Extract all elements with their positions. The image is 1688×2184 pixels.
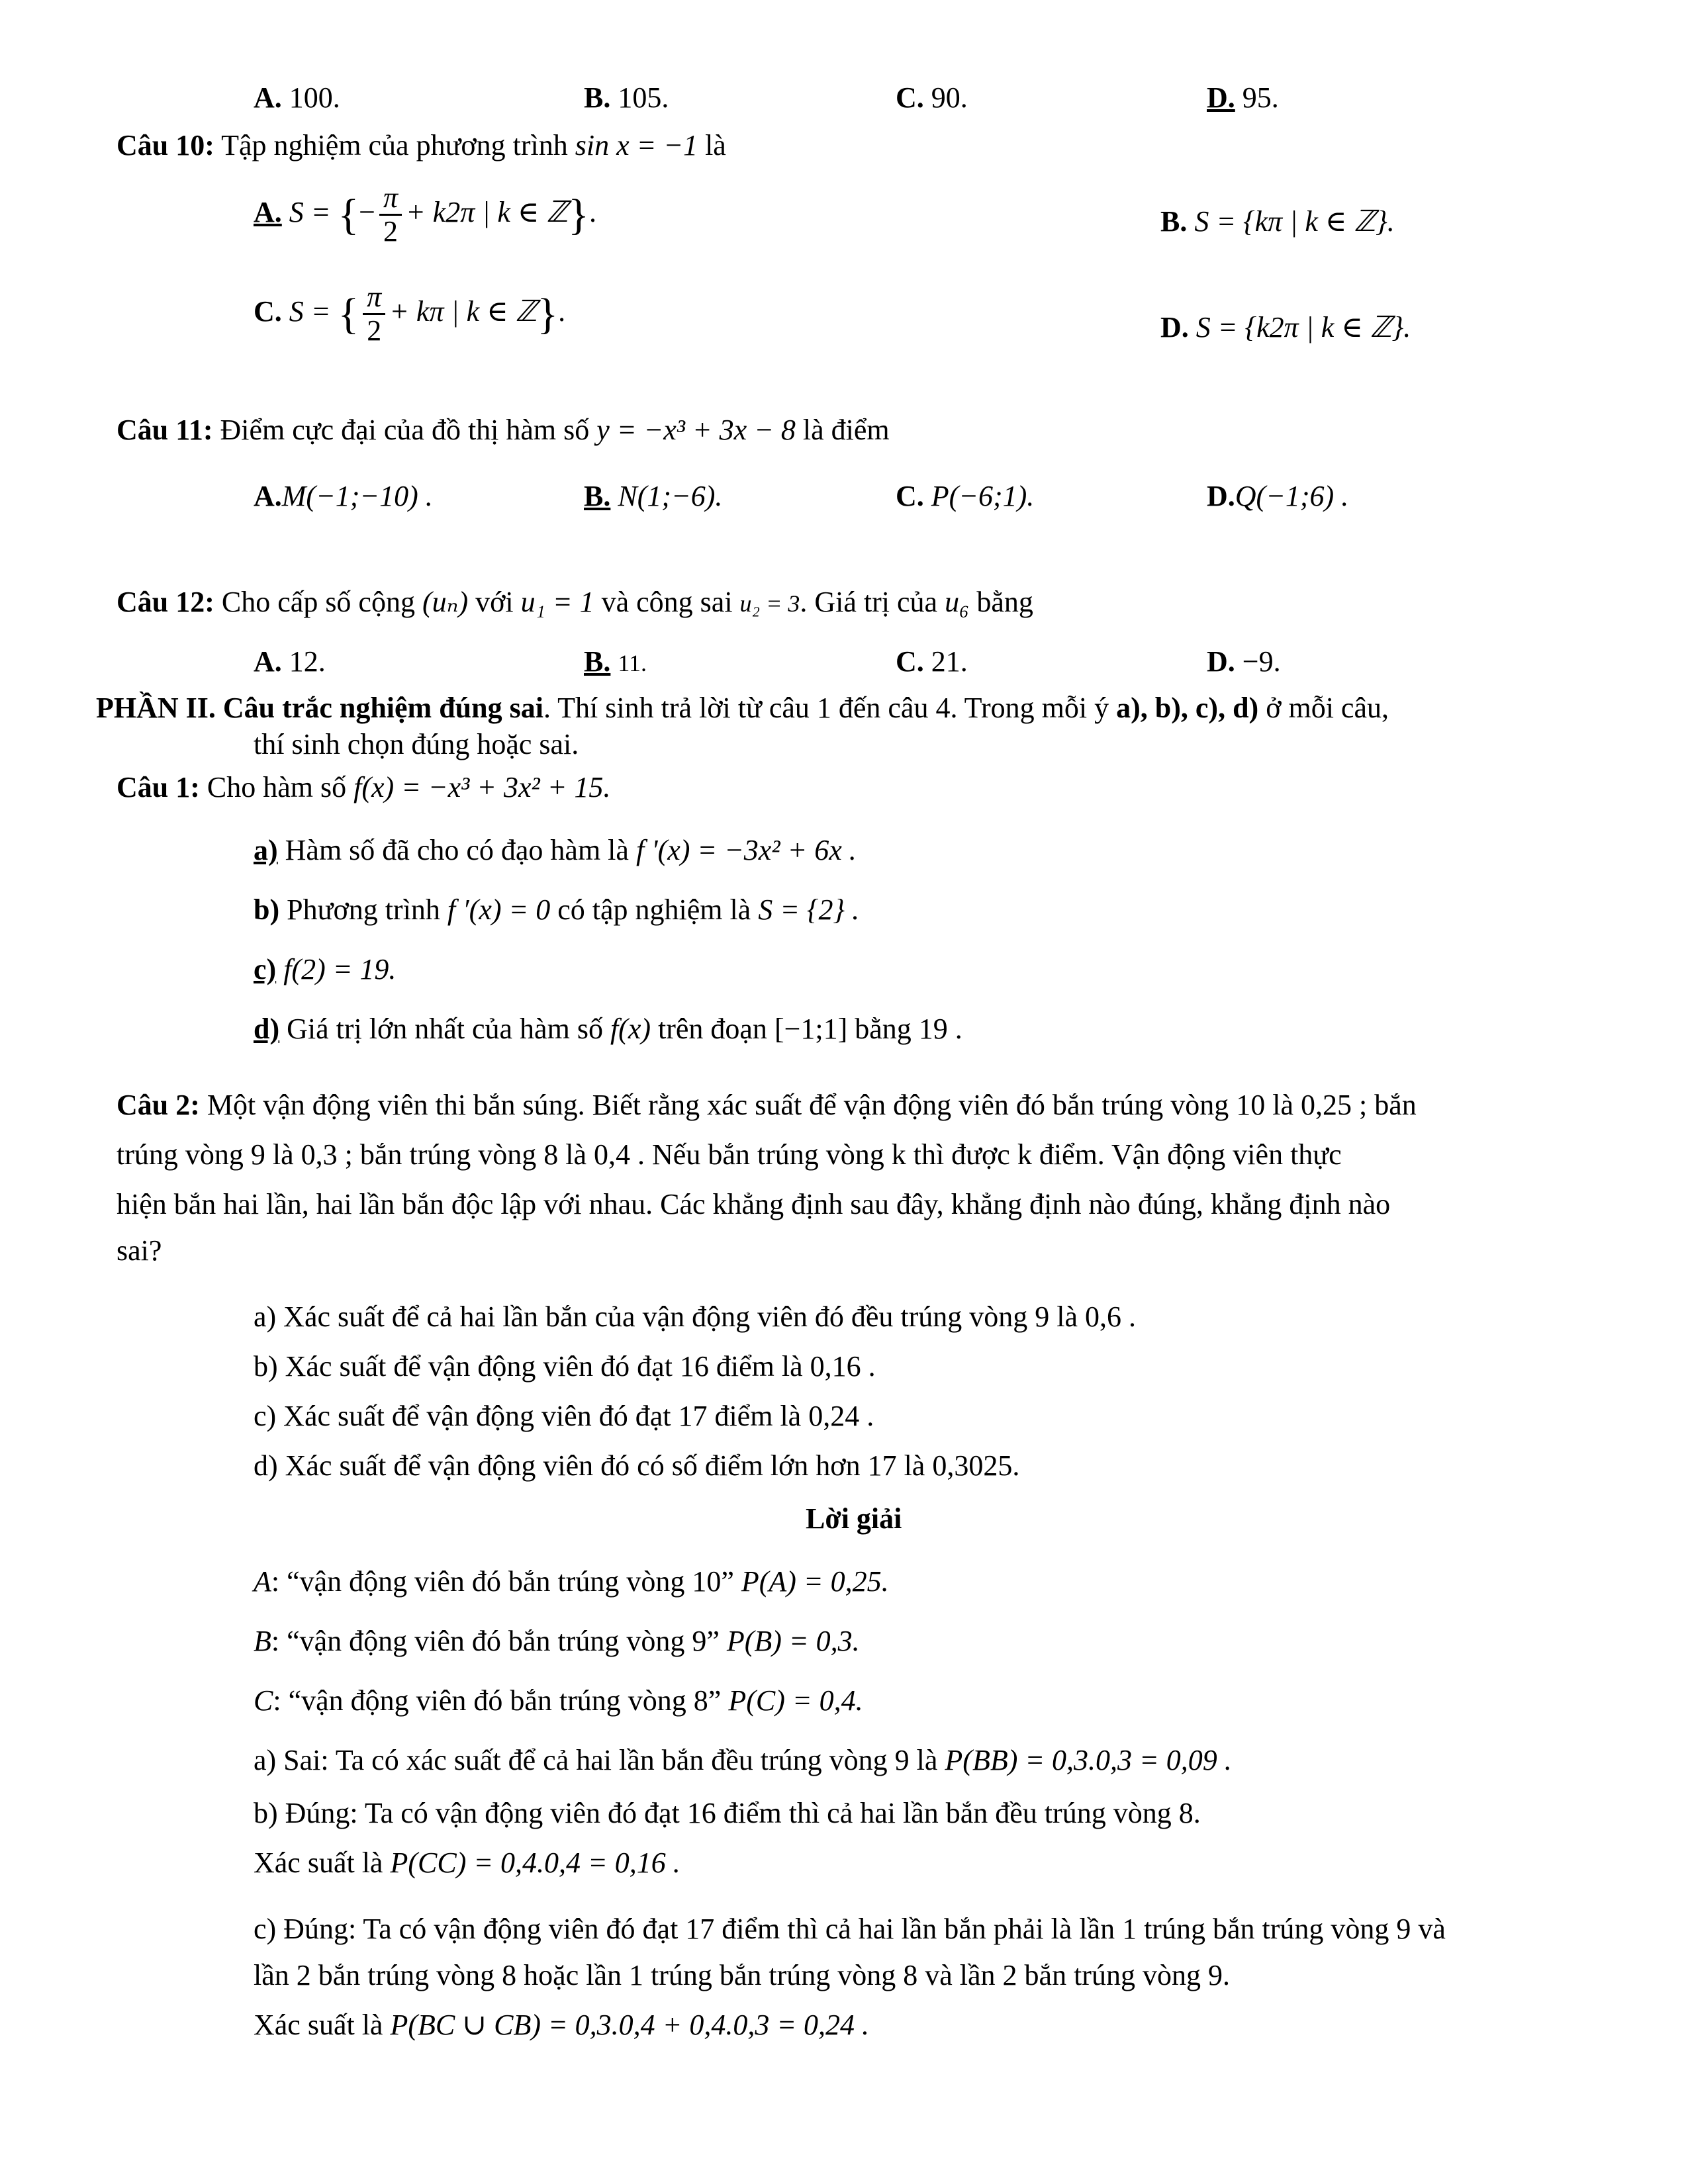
part2-heading xyxy=(96,692,1389,725)
c2-item-c: c) Xác suất để vận động viên đó đạt 17 điểm là 0,24 . xyxy=(254,1400,874,1432)
q10-a-den: 2 xyxy=(383,215,399,248)
c1-label: Câu 1: xyxy=(117,771,200,803)
solution-b2 xyxy=(254,1846,680,1880)
c1-d-text2: trên đoạn xyxy=(658,1013,767,1045)
solution-a xyxy=(254,1744,1232,1778)
solution-heading-text: Lời giải xyxy=(806,1502,902,1535)
solution-c1: c) Đúng: Ta có vận động viên đó đạt 17 điểm thì cả hai lần bắn phải là lần 1 trúng bắn trúng vòng 9 và xyxy=(254,1913,1446,1945)
solution-c3 xyxy=(254,2009,869,2042)
part2-title: PHẦN II. Câu trắc nghiệm đúng sai xyxy=(96,692,543,724)
q12-b-label: B. xyxy=(584,645,611,678)
q12-a-value: 12. xyxy=(289,645,326,678)
q9-c-value: 90. xyxy=(931,81,968,114)
c1-c-expr: f(2) = 19. xyxy=(283,953,397,985)
q9-d-label: D. xyxy=(1207,81,1235,114)
q11-c-label: C. xyxy=(896,480,924,512)
c1-b-text2: có tập nghiệm là xyxy=(557,893,751,926)
solution-c-text: : “vận động viên đó bắn trúng vòng 8” xyxy=(273,1684,722,1717)
q12-seq: (uₙ) xyxy=(422,586,469,618)
q11-a-label: A. xyxy=(254,480,282,512)
solution-c-expr: P(C) = 0,4. xyxy=(728,1684,863,1717)
q11-option-c[interactable] xyxy=(896,480,1034,514)
q12-d-label: D. xyxy=(1207,645,1235,678)
q10-c-rest: + kπ | k ∈ ℤ xyxy=(389,295,538,328)
q12-text3: và công sai xyxy=(601,586,733,618)
solution-b1: b) Đúng: Ta có vận động viên đó đạt 16 điểm thì cả hai lần bắn đều trúng vòng 8. xyxy=(254,1797,1201,1829)
q9-option-c[interactable] xyxy=(896,81,968,115)
c2-line3: hiện bắn hai lần, hai lần bắn độc lập với nhau. Các khẳng định sau đây, khẳng định nào đúng, khẳng định nào xyxy=(117,1188,1391,1220)
c2-item-a: a) Xác suất để cả hai lần bắn của vận động viên đó đều trúng vòng 9 là 0,6 . xyxy=(254,1300,1137,1333)
c1-d-expr2: [−1;1] xyxy=(774,1013,848,1045)
q10-option-b[interactable] xyxy=(1160,205,1395,239)
c1-b-expr2: S = {2} . xyxy=(758,893,860,926)
q10-c-label: C. xyxy=(254,295,282,328)
part2-line1: . Thí sinh trả lời từ câu 1 đến câu 4. Trong mỗi ý xyxy=(543,692,1109,724)
q12-d-value: −9. xyxy=(1242,645,1281,678)
q11-tail: là điểm xyxy=(802,414,890,446)
c1-a-text: Hàm số đã cho có đạo hàm là xyxy=(285,834,629,866)
c1-func: f(x) = −x³ + 3x² + 15. xyxy=(353,771,611,803)
q10-a-rest: + k2π | k ∈ ℤ xyxy=(406,195,569,228)
q10-label: Câu 10: xyxy=(117,129,214,161)
q10-option-a[interactable]: A. S = {− $\frac{\pi}{2}$ + k2π | k ∈ ℤ}. xyxy=(254,181,596,248)
part2-line1-end: ở mỗi câu, xyxy=(1266,692,1389,724)
c1-stem xyxy=(117,771,610,805)
c2-line2: trúng vòng 9 là 0,3 ; bắn trúng vòng 8 là 0,4 . Nếu bắn trúng vòng k thì được k điểm. Vận động viên thực xyxy=(117,1138,1342,1171)
q12-u2: u₂ = 3 xyxy=(739,590,800,617)
c1-d-text3: bằng 19 . xyxy=(855,1013,962,1045)
q12-c-label: C. xyxy=(896,645,924,678)
q11-a-value: M(−1;−10) . xyxy=(281,480,433,512)
q9-option-b[interactable] xyxy=(584,81,669,115)
solution-event-a xyxy=(254,1565,889,1599)
c1-b-label: b) xyxy=(254,893,280,926)
q9-b-value: 105. xyxy=(618,81,669,114)
c1-a-expr: f '(x) = −3x² + 6x . xyxy=(635,834,857,866)
c1-d-label: d) xyxy=(254,1013,280,1045)
c1-b-text: Phương trình xyxy=(287,893,440,926)
solution-b-expr: P(B) = 0,3. xyxy=(726,1625,860,1657)
solution-event-b xyxy=(254,1625,860,1659)
c1-item-b xyxy=(254,893,859,927)
q10-a-num: π xyxy=(379,182,402,216)
q11-b-label: B. xyxy=(584,480,611,512)
q11-text: Điểm cực đại của đồ thị hàm số xyxy=(220,414,590,446)
solution-c3-expr: P(BC ∪ CB) = 0,3.0,4 + 0,4.0,3 = 0,24 . xyxy=(390,2009,870,2041)
q12-a-label: A. xyxy=(254,645,282,678)
solution-a-expr: P(A) = 0,25. xyxy=(741,1565,889,1598)
q9-b-label: B. xyxy=(584,81,611,114)
q10-a-label: A. xyxy=(254,195,282,228)
q11-label: Câu 11: xyxy=(117,414,213,446)
c2-line1 xyxy=(117,1089,1417,1122)
c1-d-text: Giá trị lớn nhất của hàm số xyxy=(287,1013,603,1045)
c1-item-c xyxy=(254,953,396,987)
q10-a-fraction xyxy=(379,182,402,248)
solution-heading xyxy=(806,1502,902,1536)
q10-d-label: D. xyxy=(1160,311,1189,343)
c2-label: Câu 2: xyxy=(117,1089,200,1121)
c2-item-b: b) Xác suất để vận động viên đó đạt 16 điểm là 0,16 . xyxy=(254,1350,876,1383)
c2-line1-text: Một vận động viên thi bắn súng. Biết rằng xác suất để vận động viên đó bắn trúng vòng 10 là 0,25 ; bắn xyxy=(207,1089,1417,1121)
solution-c2: lần 2 bắn trúng vòng 8 hoặc lần 1 trúng bắn trúng vòng 8 và lần 2 bắn trúng vòng 9. xyxy=(254,1959,1230,1991)
q10-text: Tập nghiệm của phương trình xyxy=(221,129,568,161)
c1-d-expr: f(x) xyxy=(610,1013,651,1045)
part2-line2: thí sinh chọn đúng hoặc sai. xyxy=(254,728,579,760)
solution-event-c xyxy=(254,1684,863,1718)
q12-option-d[interactable] xyxy=(1207,645,1281,679)
q9-option-a[interactable] xyxy=(254,81,340,115)
q12-text4: . Giá trị của xyxy=(800,586,938,618)
q11-option-d[interactable] xyxy=(1207,480,1348,514)
q10-b-expr: S = {kπ | k ∈ ℤ}. xyxy=(1194,205,1395,238)
q11-stem xyxy=(117,414,890,447)
q12-u1: u₁ = 1 xyxy=(520,586,594,618)
q12-text2: với xyxy=(475,586,514,618)
q10-option-c[interactable]: C. S = { $\frac{\pi}{2}$ + kπ | k ∈ ℤ}. xyxy=(254,281,566,347)
c1-b-expr: f ′(x) = 0 xyxy=(447,893,551,926)
q11-option-b[interactable] xyxy=(584,480,722,514)
q12-b-value: 11. xyxy=(618,650,647,676)
q12-option-b[interactable] xyxy=(584,645,647,679)
q9-c-label: C. xyxy=(896,81,924,114)
solution-c3-text: Xác suất là xyxy=(254,2009,383,2041)
q12-stem xyxy=(117,586,1033,619)
solution-b-var: B xyxy=(254,1625,271,1657)
c2-line4: sai? xyxy=(117,1234,162,1267)
solution-b2-text: Xác suất là xyxy=(254,1846,383,1879)
solution-b-text: : “vận động viên đó bắn trúng vòng 9” xyxy=(271,1625,720,1657)
c1-item-a xyxy=(254,834,857,868)
c1-item-d xyxy=(254,1013,962,1046)
q10-option-d[interactable] xyxy=(1160,311,1411,345)
q10-c-lhs: S = xyxy=(289,295,331,328)
q12-c-value: 21. xyxy=(931,645,968,678)
solution-c-var: C xyxy=(254,1684,273,1717)
q12-text5: bằng xyxy=(976,586,1033,618)
q9-d-value: 95. xyxy=(1242,81,1279,114)
c1-text: Cho hàm số xyxy=(207,771,347,803)
q10-c-fraction xyxy=(363,281,385,347)
q11-d-label: D. xyxy=(1207,480,1235,512)
q9-a-label: A. xyxy=(254,81,282,114)
q11-option-a[interactable] xyxy=(254,480,433,514)
q10-c-den: 2 xyxy=(367,314,382,347)
solution-b2-expr: P(CC) = 0,4.0,4 = 0,16 . xyxy=(390,1846,680,1879)
q10-tail: là xyxy=(705,129,726,161)
c1-a-label: a) xyxy=(254,834,278,866)
q11-c-value: P(−6;1). xyxy=(931,480,1035,512)
q11-equation: y = −x³ + 3x − 8 xyxy=(596,414,796,446)
q12-option-c[interactable] xyxy=(896,645,968,679)
q11-b-value: N(1;−6). xyxy=(618,480,723,512)
q12-text1: Cho cấp số cộng xyxy=(221,586,415,618)
q10-equation: sin x = −1 xyxy=(575,129,698,161)
q9-option-d[interactable] xyxy=(1207,81,1279,115)
c2-item-d: d) Xác suất để vận động viên đó có số điểm lớn hơn 17 là 0,3025. xyxy=(254,1449,1020,1482)
q9-a-value: 100. xyxy=(289,81,340,114)
q11-d-value: Q(−1;6) . xyxy=(1235,480,1349,512)
solution-a-var: A xyxy=(254,1565,271,1598)
q10-stem xyxy=(117,129,726,163)
c1-c-label: c) xyxy=(254,953,277,985)
q12-label: Câu 12: xyxy=(117,586,214,618)
part2-opts: a), b), c), d) xyxy=(1116,692,1259,724)
q12-u6: u₆ xyxy=(945,586,970,618)
q10-a-lhs: S = xyxy=(289,195,331,228)
q12-option-a[interactable] xyxy=(254,645,326,679)
q10-b-label: B. xyxy=(1160,205,1188,238)
solution-a-line: a) Sai: Ta có xác suất để cả hai lần bắn đều trúng vòng 9 là xyxy=(254,1744,938,1776)
q10-d-expr: S = {k2π | k ∈ ℤ}. xyxy=(1196,311,1411,343)
q10-c-num: π xyxy=(363,281,385,315)
solution-a-line-expr: P(BB) = 0,3.0,3 = 0,09 . xyxy=(945,1744,1232,1776)
solution-a-text: : “vận động viên đó bắn trúng vòng 10” xyxy=(271,1565,734,1598)
